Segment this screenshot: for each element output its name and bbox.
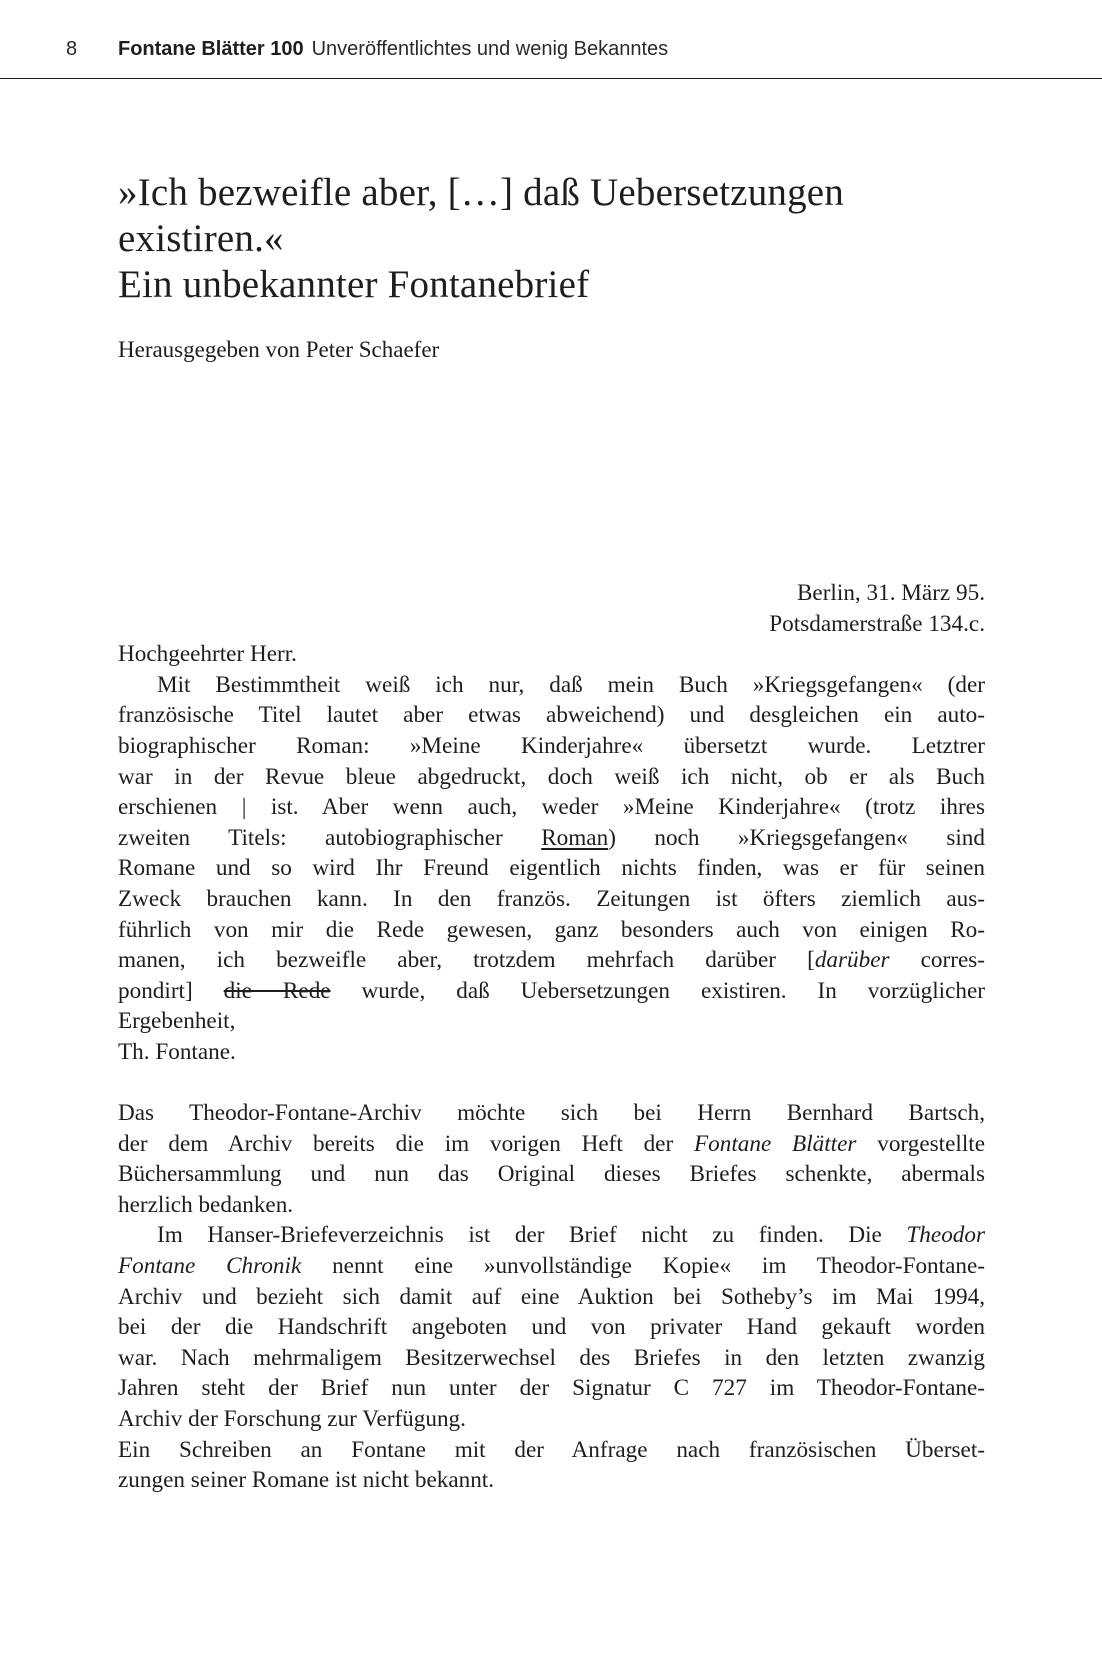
text-line: zungen seiner Romane ist nicht bekannt. xyxy=(118,1467,495,1494)
text-line: führlich von mir die Rede gewesen, ganz besonders auch von einigen Ro- xyxy=(118,916,985,943)
text-line: Mit Bestimmtheit weiß ich nur, daß mein Buch »Kriegsgefangen« (der xyxy=(157,671,985,698)
title-line: Ein unbekannter Fontanebrief xyxy=(118,263,590,306)
struck-text: die Rede xyxy=(223,977,331,1004)
note-paragraph xyxy=(118,1220,985,1434)
text-line: Romane und so wird Ihr Freund eigentlich nichts finden, was er für seinen xyxy=(118,855,985,882)
text-run: zweiten Titels: autobiographischer xyxy=(118,824,542,851)
journal-title xyxy=(118,38,668,61)
letter-body xyxy=(118,670,985,1037)
text-run: pondirt] xyxy=(118,977,224,1004)
text-run: der dem Archiv bereits die im vorigen Heft der xyxy=(118,1130,694,1157)
letter-signature: Th. Fontane. xyxy=(118,1038,236,1065)
text-line xyxy=(118,945,985,976)
text-run: manen, ich bezweifle aber, trotzdem mehrfach darüber [ xyxy=(118,947,815,974)
italic-title: Theodor xyxy=(906,1222,985,1249)
letter-text xyxy=(118,578,985,1068)
text-line xyxy=(118,823,985,854)
editor-credit: Herausgegeben von Peter Schaefer xyxy=(118,337,440,362)
note-paragraph xyxy=(118,1435,985,1496)
text-line: Zweck brauchen kann. In den französ. Zeitungen ist öfters ziemlich aus- xyxy=(118,885,985,912)
title-line: existiren.« xyxy=(118,217,284,260)
text-line: französische Titel lautet aber etwas abweichend) und desgleichen ein auto- xyxy=(118,702,985,729)
text-line: war. Nach mehrmaligem Besitzerwechsel des Briefes in den letzten zwanzig xyxy=(118,1344,985,1371)
text-line: bei der die Handschrift angeboten und von privater Hand gekauft worden xyxy=(118,1314,985,1341)
italic-title: Fontane Chronik xyxy=(118,1252,302,1279)
title-line: »Ich bezweifle aber, […] daß Uebersetzungen xyxy=(118,171,845,214)
running-head xyxy=(0,0,1102,79)
text-line: Jahren steht der Brief nun unter der Signatur C 727 im Theodor-Fontane- xyxy=(118,1375,985,1402)
note-paragraph xyxy=(118,1098,985,1220)
editorial-notes xyxy=(118,1098,985,1496)
text-run: ) noch »Kriegsgefangen« sind xyxy=(608,824,985,851)
text-line xyxy=(118,1220,985,1251)
text-line xyxy=(118,976,985,1007)
text-line: Das Theodor-Fontane-Archiv möchte sich bei Herrn Bernhard Bartsch, xyxy=(118,1100,985,1126)
text-line: herzlich bedanken. xyxy=(118,1191,294,1218)
letter-place-date: Berlin, 31. März 95. xyxy=(796,580,985,606)
italic-word: darüber xyxy=(814,947,890,974)
text-line: erschienen | ist. Aber wenn auch, weder »Meine Kinderjahre« (trotz ihres xyxy=(118,794,985,821)
text-line: Ein Schreiben an Fontane mit der Anfrage nach französischen Überset- xyxy=(118,1436,985,1463)
text-line: Archiv der Forschung zur Verfügung. xyxy=(118,1405,466,1432)
text-line: war in der Revue bleue abgedruckt, doch weiß ich nicht, ob er als Buch xyxy=(118,763,985,790)
text-line: biographischer Roman: »Meine Kinderjahre« übersetzt wurde. Letztrer xyxy=(118,732,985,759)
article-title xyxy=(118,170,1018,308)
page-number: 8 xyxy=(66,38,78,60)
italic-title: Fontane Blätter xyxy=(693,1130,857,1157)
text-line: Archiv und bezieht sich damit auf eine Auktion bei Sotheby’s im Mai 1994, xyxy=(118,1283,985,1310)
text-run: Im Hanser-Briefeverzeichnis ist der Brief nicht zu finden. Die xyxy=(157,1222,907,1249)
letter-salutation: Hochgeehrter Herr. xyxy=(118,641,297,668)
text-run: vorgestellte xyxy=(856,1130,985,1157)
letter-address: Potsdamerstraße 134.c. xyxy=(769,610,985,637)
text-line xyxy=(118,1251,985,1282)
text-line: Büchersammlung und nun das Original dieses Briefes schenkte, abermals xyxy=(118,1161,985,1188)
text-run: nennt eine »unvollständige Kopie« im Theodor-Fontane- xyxy=(301,1252,985,1279)
text-run: wurde, daß Uebersetzungen existiren. In vorzüglicher xyxy=(330,977,985,1004)
section-name: Unveröffentlichtes und wenig Bekanntes xyxy=(311,38,669,60)
underlined-word: Roman xyxy=(541,824,609,851)
journal-name: Fontane Blätter 100 xyxy=(118,38,304,60)
letter-closing: Ergebenheit, xyxy=(118,1008,236,1035)
text-line xyxy=(118,1129,985,1160)
text-run: corres- xyxy=(889,947,985,974)
